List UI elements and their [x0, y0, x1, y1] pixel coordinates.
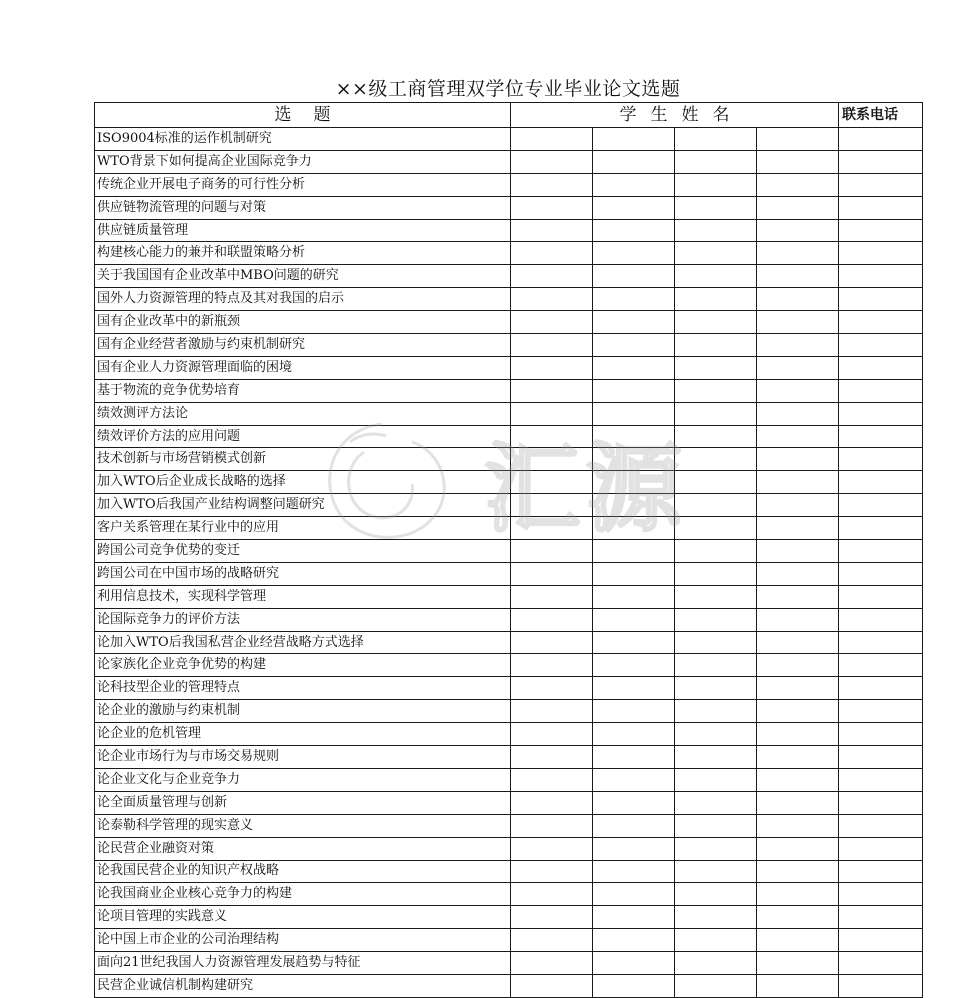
watermark-text: 汇源 — [484, 433, 688, 545]
student-name-cell[interactable] — [675, 677, 757, 700]
student-name-cell[interactable] — [593, 128, 675, 151]
student-name-cell[interactable] — [593, 837, 675, 860]
student-name-cell[interactable] — [675, 883, 757, 906]
topic-cell: 论全面质量管理与创新 — [95, 791, 511, 814]
student-name-cell[interactable] — [757, 402, 839, 425]
student-name-cell[interactable] — [675, 448, 757, 471]
student-name-cell[interactable] — [511, 562, 593, 585]
student-name-cell[interactable] — [675, 334, 757, 357]
student-name-cell[interactable] — [511, 128, 593, 151]
phone-cell[interactable] — [839, 448, 923, 471]
table-row — [95, 471, 923, 494]
student-name-cell[interactable] — [757, 700, 839, 723]
topic-cell: 论泰勒科学管理的现实意义 — [95, 814, 511, 837]
phone-cell[interactable] — [839, 974, 923, 997]
phone-cell[interactable] — [839, 837, 923, 860]
student-name-cell[interactable] — [511, 448, 593, 471]
student-name-cell[interactable] — [757, 791, 839, 814]
table-row — [95, 700, 923, 723]
table-row — [95, 448, 923, 471]
table-row — [95, 402, 923, 425]
student-name-cell[interactable] — [593, 700, 675, 723]
topic-cell: 论企业市场行为与市场交易规则 — [95, 746, 511, 769]
student-name-cell[interactable] — [757, 242, 839, 265]
phone-cell[interactable] — [839, 265, 923, 288]
header-student-name: 学生姓名 — [511, 103, 839, 128]
student-name-cell[interactable] — [757, 814, 839, 837]
student-name-cell[interactable] — [757, 128, 839, 151]
table-row — [95, 791, 923, 814]
phone-cell[interactable] — [839, 608, 923, 631]
student-name-cell[interactable] — [757, 883, 839, 906]
student-name-cell[interactable] — [511, 929, 593, 952]
student-name-cell[interactable] — [675, 746, 757, 769]
phone-cell[interactable] — [839, 723, 923, 746]
student-name-cell[interactable] — [757, 311, 839, 334]
student-name-cell[interactable] — [757, 448, 839, 471]
student-name-cell[interactable] — [757, 746, 839, 769]
student-name-cell[interactable] — [593, 814, 675, 837]
student-name-cell[interactable] — [511, 837, 593, 860]
student-name-cell[interactable] — [675, 173, 757, 196]
student-name-cell[interactable] — [593, 150, 675, 173]
topic-cell: 民营企业诚信机制构建研究 — [95, 974, 511, 997]
topic-cell: 论加入WTO后我国私营企业经营战略方式选择 — [95, 631, 511, 654]
student-name-cell[interactable] — [757, 150, 839, 173]
student-name-cell[interactable] — [675, 654, 757, 677]
student-name-cell[interactable] — [593, 402, 675, 425]
phone-cell[interactable] — [839, 288, 923, 311]
phone-cell[interactable] — [839, 334, 923, 357]
student-name-cell[interactable] — [593, 494, 675, 517]
topic-cell: 跨国公司在中国市场的战略研究 — [95, 562, 511, 585]
topic-cell: 论我国民营企业的知识产权战略 — [95, 860, 511, 883]
student-name-cell[interactable] — [511, 540, 593, 563]
topic-cell: 关于我国国有企业改革中MBO问题的研究 — [95, 265, 511, 288]
student-name-cell[interactable] — [593, 173, 675, 196]
table-row — [95, 540, 923, 563]
student-name-cell[interactable] — [593, 723, 675, 746]
student-name-cell[interactable] — [511, 608, 593, 631]
student-name-cell[interactable] — [593, 334, 675, 357]
phone-cell[interactable] — [839, 906, 923, 929]
student-name-cell[interactable] — [511, 150, 593, 173]
phone-cell[interactable] — [839, 654, 923, 677]
topic-cell: 传统企业开展电子商务的可行性分析 — [95, 173, 511, 196]
student-name-cell[interactable] — [757, 265, 839, 288]
student-name-cell[interactable] — [593, 654, 675, 677]
table-row — [95, 128, 923, 151]
topic-cell: 国有企业人力资源管理面临的困境 — [95, 356, 511, 379]
table-row — [95, 883, 923, 906]
student-name-cell[interactable] — [511, 379, 593, 402]
table-row — [95, 768, 923, 791]
student-name-cell[interactable] — [593, 860, 675, 883]
student-name-cell[interactable] — [675, 356, 757, 379]
student-name-cell[interactable] — [511, 952, 593, 975]
header-phone: 联系电话 — [839, 103, 923, 128]
phone-cell[interactable] — [839, 814, 923, 837]
student-name-cell[interactable] — [593, 196, 675, 219]
student-name-cell[interactable] — [593, 929, 675, 952]
header-row — [95, 103, 923, 128]
student-name-cell[interactable] — [757, 768, 839, 791]
phone-cell[interactable] — [839, 585, 923, 608]
student-name-cell[interactable] — [757, 608, 839, 631]
student-name-cell[interactable] — [675, 974, 757, 997]
topic-cell: 绩效评价方法的应用问题 — [95, 425, 511, 448]
table-row — [95, 219, 923, 242]
topic-cell: 论民营企业融资对策 — [95, 837, 511, 860]
student-name-cell[interactable] — [511, 700, 593, 723]
student-name-cell[interactable] — [593, 265, 675, 288]
student-name-cell[interactable] — [511, 631, 593, 654]
student-name-cell[interactable] — [675, 219, 757, 242]
table-row — [95, 654, 923, 677]
student-name-cell[interactable] — [675, 402, 757, 425]
topic-cell: ISO9004标准的运作机制研究 — [95, 128, 511, 151]
student-name-cell[interactable] — [757, 173, 839, 196]
student-name-cell[interactable] — [511, 654, 593, 677]
table-row — [95, 631, 923, 654]
student-name-cell[interactable] — [675, 265, 757, 288]
phone-cell[interactable] — [839, 562, 923, 585]
student-name-cell[interactable] — [511, 974, 593, 997]
student-name-cell[interactable] — [593, 608, 675, 631]
student-name-cell[interactable] — [675, 906, 757, 929]
table-row — [95, 562, 923, 585]
phone-cell[interactable] — [839, 128, 923, 151]
student-name-cell[interactable] — [757, 334, 839, 357]
student-name-cell[interactable] — [675, 517, 757, 540]
table-row — [95, 379, 923, 402]
topic-cell: 论中国上市企业的公司治理结构 — [95, 929, 511, 952]
table-row — [95, 585, 923, 608]
phone-cell[interactable] — [839, 402, 923, 425]
phone-cell[interactable] — [839, 883, 923, 906]
topic-cell: 绩效测评方法论 — [95, 402, 511, 425]
student-name-cell[interactable] — [757, 585, 839, 608]
topic-cell: 论科技型企业的管理特点 — [95, 677, 511, 700]
table-row — [95, 288, 923, 311]
phone-cell[interactable] — [839, 242, 923, 265]
student-name-cell[interactable] — [675, 379, 757, 402]
table-row — [95, 242, 923, 265]
student-name-cell[interactable] — [593, 562, 675, 585]
topic-cell: 加入WTO后企业成长战略的选择 — [95, 471, 511, 494]
student-name-cell[interactable] — [675, 242, 757, 265]
student-name-cell[interactable] — [593, 883, 675, 906]
student-name-cell[interactable] — [593, 585, 675, 608]
student-name-cell[interactable] — [593, 288, 675, 311]
student-name-cell[interactable] — [511, 356, 593, 379]
student-name-cell[interactable] — [593, 540, 675, 563]
student-name-cell[interactable] — [675, 860, 757, 883]
page-title: ××级工商管理双学位专业毕业论文选题 — [335, 78, 681, 100]
student-name-cell[interactable] — [511, 677, 593, 700]
student-name-cell[interactable] — [675, 768, 757, 791]
phone-cell[interactable] — [839, 425, 923, 448]
topic-cell: 基于物流的竞争优势培育 — [95, 379, 511, 402]
table-row — [95, 356, 923, 379]
student-name-cell[interactable] — [675, 494, 757, 517]
topic-cell: 跨国公司竞争优势的变迁 — [95, 540, 511, 563]
table-row — [95, 952, 923, 975]
student-name-cell[interactable] — [593, 448, 675, 471]
student-name-cell[interactable] — [757, 723, 839, 746]
phone-cell[interactable] — [839, 860, 923, 883]
phone-cell[interactable] — [839, 173, 923, 196]
topic-cell: 客户关系管理在某行业中的应用 — [95, 517, 511, 540]
student-name-cell[interactable] — [757, 219, 839, 242]
student-name-cell[interactable] — [593, 952, 675, 975]
topic-cell: 论项目管理的实践意义 — [95, 906, 511, 929]
topic-cell: 供应链质量管理 — [95, 219, 511, 242]
table-row — [95, 906, 923, 929]
student-name-cell[interactable] — [757, 929, 839, 952]
student-name-cell[interactable] — [675, 471, 757, 494]
topic-cell: 论国际竞争力的评价方法 — [95, 608, 511, 631]
student-name-cell[interactable] — [511, 494, 593, 517]
topic-cell: 供应链物流管理的问题与对策 — [95, 196, 511, 219]
student-name-cell[interactable] — [593, 219, 675, 242]
student-name-cell[interactable] — [675, 311, 757, 334]
topic-cell: 论家族化企业竞争优势的构建 — [95, 654, 511, 677]
header-topic: 选题 — [95, 103, 511, 128]
student-name-cell[interactable] — [757, 288, 839, 311]
table-row — [95, 173, 923, 196]
student-name-cell[interactable] — [675, 700, 757, 723]
student-name-cell[interactable] — [593, 242, 675, 265]
student-name-cell[interactable] — [757, 677, 839, 700]
student-name-cell[interactable] — [593, 379, 675, 402]
table-row — [95, 677, 923, 700]
topic-cell: 加入WTO后我国产业结构调整问题研究 — [95, 494, 511, 517]
phone-cell[interactable] — [839, 768, 923, 791]
topic-cell: 利用信息技术，实现科学管理 — [95, 585, 511, 608]
student-name-cell[interactable] — [675, 585, 757, 608]
phone-cell[interactable] — [839, 379, 923, 402]
table-row — [95, 311, 923, 334]
student-name-cell[interactable] — [511, 219, 593, 242]
student-name-cell[interactable] — [757, 562, 839, 585]
student-name-cell[interactable] — [511, 471, 593, 494]
student-name-cell[interactable] — [675, 288, 757, 311]
student-name-cell[interactable] — [757, 837, 839, 860]
student-name-cell[interactable] — [675, 631, 757, 654]
student-name-cell[interactable] — [675, 929, 757, 952]
phone-cell[interactable] — [839, 471, 923, 494]
student-name-cell[interactable] — [593, 768, 675, 791]
table-row — [95, 814, 923, 837]
student-name-cell[interactable] — [511, 265, 593, 288]
topic-cell: 国有企业经营者激励与约束机制研究 — [95, 334, 511, 357]
topic-cell: 论企业文化与企业竞争力 — [95, 768, 511, 791]
student-name-cell[interactable] — [511, 746, 593, 769]
topic-cell: 论企业的激励与约束机制 — [95, 700, 511, 723]
table-row — [95, 494, 923, 517]
phone-cell[interactable] — [839, 219, 923, 242]
student-name-cell[interactable] — [511, 517, 593, 540]
student-name-cell[interactable] — [675, 150, 757, 173]
table-row — [95, 746, 923, 769]
table-row — [95, 723, 923, 746]
student-name-cell[interactable] — [511, 196, 593, 219]
student-name-cell[interactable] — [511, 425, 593, 448]
table-row — [95, 425, 923, 448]
student-name-cell[interactable] — [757, 356, 839, 379]
student-name-cell[interactable] — [593, 974, 675, 997]
student-name-cell[interactable] — [593, 517, 675, 540]
student-name-cell[interactable] — [757, 654, 839, 677]
student-name-cell[interactable] — [757, 494, 839, 517]
student-name-cell[interactable] — [511, 311, 593, 334]
student-name-cell[interactable] — [675, 814, 757, 837]
student-name-cell[interactable] — [757, 196, 839, 219]
phone-cell[interactable] — [839, 791, 923, 814]
phone-cell[interactable] — [839, 929, 923, 952]
topic-cell: 国有企业改革中的新瓶颈 — [95, 311, 511, 334]
student-name-cell[interactable] — [511, 173, 593, 196]
student-name-cell[interactable] — [593, 425, 675, 448]
topic-cell: 论企业的危机管理 — [95, 723, 511, 746]
student-name-cell[interactable] — [757, 471, 839, 494]
student-name-cell[interactable] — [511, 402, 593, 425]
topic-cell: 构建核心能力的兼并和联盟策略分析 — [95, 242, 511, 265]
student-name-cell[interactable] — [511, 768, 593, 791]
phone-cell[interactable] — [839, 356, 923, 379]
student-name-cell[interactable] — [675, 723, 757, 746]
table-row — [95, 150, 923, 173]
student-name-cell[interactable] — [757, 540, 839, 563]
student-name-cell[interactable] — [675, 608, 757, 631]
student-name-cell[interactable] — [511, 860, 593, 883]
topic-cell: WTO背景下如何提高企业国际竞争力 — [95, 150, 511, 173]
phone-cell[interactable] — [839, 196, 923, 219]
student-name-cell[interactable] — [757, 860, 839, 883]
student-name-cell[interactable] — [593, 677, 675, 700]
student-name-cell[interactable] — [593, 791, 675, 814]
student-name-cell[interactable] — [511, 723, 593, 746]
table-row — [95, 334, 923, 357]
student-name-cell[interactable] — [593, 906, 675, 929]
student-name-cell[interactable] — [675, 952, 757, 975]
student-name-cell[interactable] — [593, 746, 675, 769]
student-name-cell[interactable] — [757, 952, 839, 975]
student-name-cell[interactable] — [511, 883, 593, 906]
topic-cell: 论我国商业企业核心竞争力的构建 — [95, 883, 511, 906]
phone-cell[interactable] — [839, 311, 923, 334]
student-name-cell[interactable] — [757, 379, 839, 402]
student-name-cell[interactable] — [757, 517, 839, 540]
phone-cell[interactable] — [839, 700, 923, 723]
student-name-cell[interactable] — [757, 974, 839, 997]
student-name-cell[interactable] — [511, 334, 593, 357]
topic-cell: 面向21世纪我国人力资源管理发展趋势与特征 — [95, 952, 511, 975]
student-name-cell[interactable] — [511, 791, 593, 814]
phone-cell[interactable] — [839, 677, 923, 700]
student-name-cell[interactable] — [675, 425, 757, 448]
table-row — [95, 196, 923, 219]
table-row — [95, 929, 923, 952]
phone-cell[interactable] — [839, 952, 923, 975]
table-row — [95, 974, 923, 997]
phone-cell[interactable] — [839, 494, 923, 517]
student-name-cell[interactable] — [593, 311, 675, 334]
student-name-cell[interactable] — [511, 288, 593, 311]
phone-cell[interactable] — [839, 517, 923, 540]
table-row — [95, 608, 923, 631]
topic-cell: 国外人力资源管理的特点及其对我国的启示 — [95, 288, 511, 311]
student-name-cell[interactable] — [511, 814, 593, 837]
student-name-cell[interactable] — [593, 356, 675, 379]
phone-cell[interactable] — [839, 631, 923, 654]
student-name-cell[interactable] — [757, 425, 839, 448]
student-name-cell[interactable] — [757, 631, 839, 654]
student-name-cell[interactable] — [675, 540, 757, 563]
student-name-cell[interactable] — [511, 585, 593, 608]
table-row — [95, 837, 923, 860]
student-name-cell[interactable] — [757, 906, 839, 929]
student-name-cell[interactable] — [675, 791, 757, 814]
table-row — [95, 265, 923, 288]
student-name-cell[interactable] — [593, 631, 675, 654]
student-name-cell[interactable] — [593, 471, 675, 494]
student-name-cell[interactable] — [675, 837, 757, 860]
table-row — [95, 860, 923, 883]
phone-cell[interactable] — [839, 746, 923, 769]
phone-cell[interactable] — [839, 150, 923, 173]
topic-cell: 技术创新与市场营销模式创新 — [95, 448, 511, 471]
student-name-cell[interactable] — [675, 196, 757, 219]
student-name-cell[interactable] — [675, 128, 757, 151]
student-name-cell[interactable] — [675, 562, 757, 585]
topics-table — [94, 102, 923, 998]
student-name-cell[interactable] — [511, 906, 593, 929]
table-row — [95, 517, 923, 540]
phone-cell[interactable] — [839, 540, 923, 563]
student-name-cell[interactable] — [511, 242, 593, 265]
